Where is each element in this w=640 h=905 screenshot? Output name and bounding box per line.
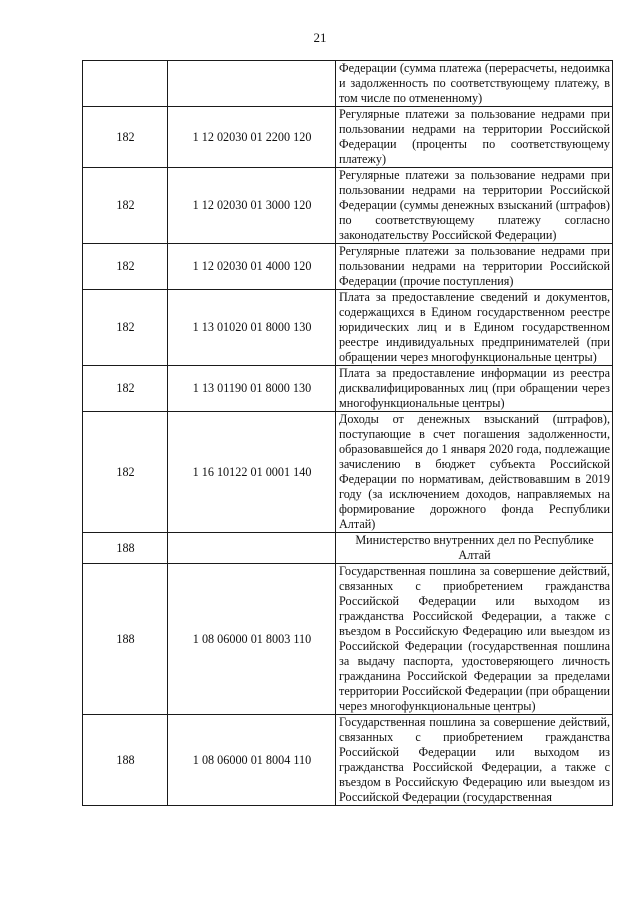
revenue-name-cell: Регулярные платежи за пользование недрами при пользовании недрами на территории Российской Федерации (суммы денежных взысканий (штрафов) по соответствующему платежу согласно законодательству Российской Федерации) — [336, 168, 613, 244]
page-number: 21 — [313, 30, 327, 45]
table-row — [83, 244, 613, 290]
table-row — [83, 412, 613, 533]
table-body — [83, 61, 613, 806]
admin-code-cell: 182 — [83, 168, 168, 244]
admin-code-cell: 182 — [83, 244, 168, 290]
revenue-code-cell — [168, 533, 336, 564]
revenue-code-cell: 1 08 06000 01 8004 110 — [168, 715, 336, 806]
revenue-code-cell: 1 16 10122 01 0001 140 — [168, 412, 336, 533]
admin-code-cell — [83, 61, 168, 107]
revenue-code-cell: 1 13 01020 01 8000 130 — [168, 290, 336, 366]
table-row — [83, 107, 613, 168]
revenue-code-cell: 1 12 02030 01 3000 120 — [168, 168, 336, 244]
revenue-name-cell: Плата за предоставление сведений и документов, содержащихся в Едином государственном реестре юридических лиц и в Едином государственном реестре индивидуальных предпринимателей (при обращении через многофункциональные центры) — [336, 290, 613, 366]
revenue-name-cell: Государственная пошлина за совершение действий, связанных с приобретением гражданства Российской Федерации или выходом из гражданства Российской Федерации, а также с въездом в Российскую Федерацию или выездом из Российской Федерации (государственная — [336, 715, 613, 806]
admin-code-cell: 182 — [83, 107, 168, 168]
table-row — [83, 366, 613, 412]
table-row — [83, 533, 613, 564]
table-row — [83, 168, 613, 244]
revenue-code-cell — [168, 61, 336, 107]
admin-code-cell: 182 — [83, 366, 168, 412]
revenue-code-cell: 1 13 01190 01 8000 130 — [168, 366, 336, 412]
budget-revenue-table — [82, 60, 613, 806]
revenue-name-cell: Регулярные платежи за пользование недрами при пользовании недрами на территории Российской Федерации (проценты по соответствующему платежу) — [336, 107, 613, 168]
revenue-name-cell: Регулярные платежи за пользование недрами при пользовании недрами на территории Российской Федерации (прочие поступления) — [336, 244, 613, 290]
table-row — [83, 290, 613, 366]
table-row — [83, 564, 613, 715]
revenue-code-cell: 1 08 06000 01 8003 110 — [168, 564, 336, 715]
revenue-name-cell: Доходы от денежных взысканий (штрафов), поступающие в счет погашения задолженности, образовавшейся до 1 января 2020 года, подлежащие зачислению в бюджет субъекта Российской Федерации по нормативам, действовавшим в 2019 году (за исключением доходов, направляемых на формирование дорожного фонда Республики Алтай) — [336, 412, 613, 533]
revenue-name-cell: Государственная пошлина за совершение действий, связанных с приобретением гражданства Российской Федерации или выходом из гражданства Российской Федерации, а также с въездом в Российскую Федерацию или выездом из Российской Федерации (государственная пошлина за выдачу паспорта, удостоверяющего личность гражданина Российской Федерации за пределами территории Российской Федерации (при обращении через многофункциональные центры) — [336, 564, 613, 715]
revenue-code-cell: 1 12 02030 01 4000 120 — [168, 244, 336, 290]
organization-name-cell: Министерство внутренних дел по Республике Алтай — [336, 533, 613, 564]
admin-code-cell: 182 — [83, 412, 168, 533]
admin-code-cell: 188 — [83, 533, 168, 564]
revenue-name-cell: Федерации (сумма платежа (перерасчеты, недоимка и задолженность по соответствующему платежу, в том числе по отмененному) — [336, 61, 613, 107]
admin-code-cell: 188 — [83, 715, 168, 806]
admin-code-cell: 188 — [83, 564, 168, 715]
admin-code-cell: 182 — [83, 290, 168, 366]
revenue-code-cell: 1 12 02030 01 2200 120 — [168, 107, 336, 168]
revenue-name-cell: Плата за предоставление информации из реестра дисквалифицированных лиц (при обращении через многофункциональные центры) — [336, 366, 613, 412]
table-row — [83, 715, 613, 806]
table-row — [83, 61, 613, 107]
